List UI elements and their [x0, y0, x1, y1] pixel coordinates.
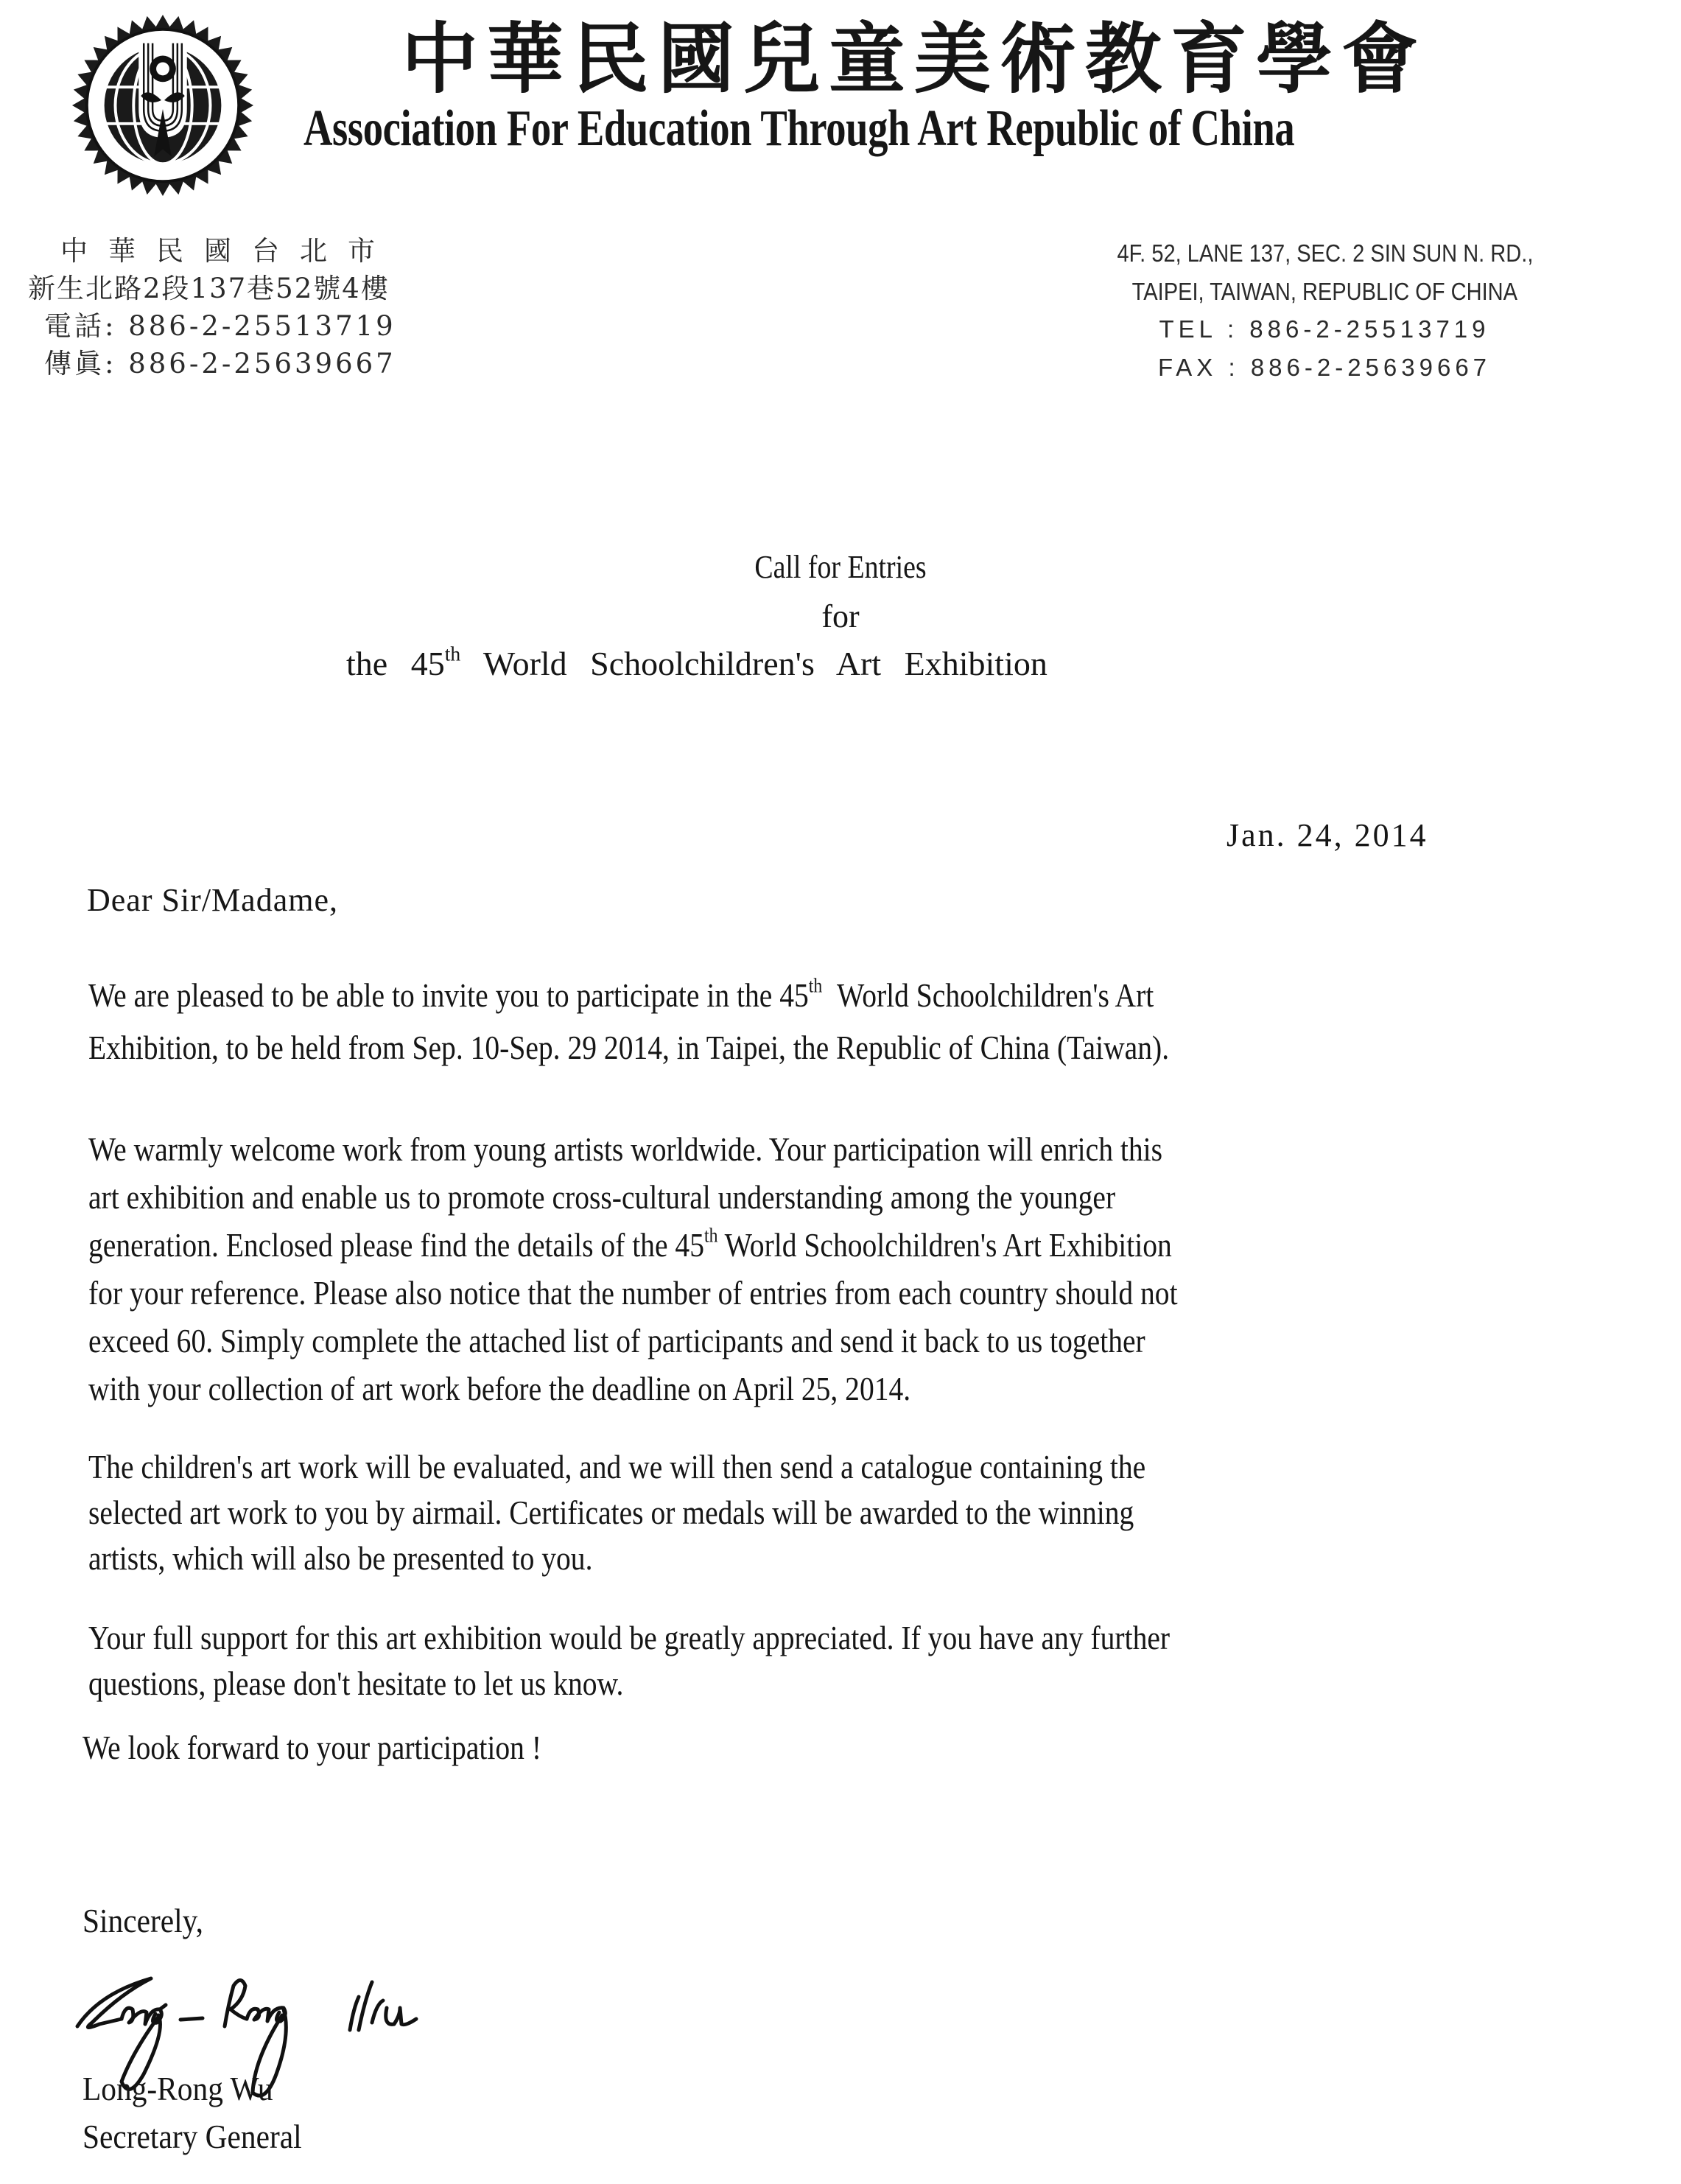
paragraph-line: with your collection of art work before the deadline on April 25, 2014.	[88, 1370, 911, 1407]
address-chinese-line: 中華民國台北市	[60, 235, 396, 267]
salutation: Dear Sir/Madame,	[87, 882, 338, 918]
ordinal-suffix: th	[703, 1223, 718, 1247]
heading-call-for-entries: Call for Entries	[754, 549, 927, 585]
address-block-chinese	[28, 232, 396, 382]
heading-edition: the 45	[346, 645, 445, 682]
text-run: We are pleased to be able to invite you to participate in the 45	[88, 976, 809, 1014]
valediction: Sincerely,	[83, 1902, 204, 1939]
paragraph-line: exceed 60. Simply complete the attached list of participants and send it back to us together	[88, 1322, 1145, 1359]
closing-line: We look forward to your participation !	[83, 1729, 542, 1766]
paragraph-line: selected art work to you by airmail. Certificates or medals will be awarded to the winning	[88, 1494, 1134, 1531]
address-english-line: TAIPEI, TAIWAN, REPUBLIC OF CHINA	[1131, 277, 1517, 305]
letter-date: Jan. 24, 2014	[1226, 817, 1428, 853]
text-run: World Schoolchildren's Art	[837, 976, 1154, 1014]
paragraph-details	[88, 1125, 1459, 1413]
paragraph-line: The children's art work will be evaluated, and we will then send a catalogue containing the	[88, 1448, 1146, 1485]
address-block-english	[1089, 234, 1560, 386]
paragraph-line: for your reference. Please also notice that the number of entries from each country should not	[88, 1274, 1178, 1312]
text-run: World Schoolchildren's Art Exhibition	[717, 1226, 1172, 1264]
heading-exhibition-name: World Schoolchildren's Art Exhibition	[482, 645, 1047, 682]
address-english-line: 4F. 52, LANE 137, SEC. 2 SIN SUN N. RD.,	[1117, 239, 1534, 267]
association-name-english: Association For Education Through Art Republic of China	[303, 100, 1295, 157]
paragraph-line: Your full support for this art exhibition would be greatly appreciated. If you have any further	[88, 1619, 1171, 1656]
text-run: generation. Enclosed please find the details of the 45	[88, 1226, 704, 1264]
fax-chinese: 傳眞: 886-2-25639667	[44, 348, 396, 379]
paragraph-line: artists, which will also be presented to you.	[88, 1539, 593, 1577]
phone-chinese: 電話: 886-2-25513719	[44, 310, 396, 342]
association-seal-logo	[68, 13, 258, 197]
ordinal-suffix: th	[808, 973, 823, 997]
heading-exhibition-title	[346, 642, 1047, 682]
address-chinese-line: 新生北路2段137巷52號4樓	[28, 273, 390, 304]
paragraph-line	[88, 1221, 1267, 1269]
paragraph-support	[88, 1615, 1459, 1707]
signer-name: Long-Rong Wu	[83, 2070, 273, 2107]
paragraph-line: art exhibition and enable us to promote cross-cultural understanding among the younger	[88, 1178, 1116, 1216]
association-name-chinese: 中華民國兒童美術教育學會	[401, 13, 1428, 104]
paragraph-line: Exhibition, to be held from Sep. 10-Sep. 29 2014, in Taipei, the Republic of China (Taiwan).	[88, 1029, 1170, 1066]
heading-ordinal-suffix: th	[444, 642, 461, 665]
paragraph-evaluation	[88, 1444, 1459, 1581]
phone-english: TEL : 886-2-25513719	[1159, 315, 1490, 343]
paragraph-line: We warmly welcome work from young artists worldwide. Your participation will enrich this	[88, 1130, 1163, 1168]
signer-title: Secretary General	[83, 2118, 302, 2155]
paragraph-line: questions, please don't hesitate to let us know.	[88, 1665, 624, 1702]
paragraph-line	[88, 969, 1267, 1021]
heading-for: for	[821, 598, 860, 634]
fax-english: FAX : 886-2-25639667	[1157, 353, 1492, 381]
paragraph-invitation	[88, 969, 1459, 1074]
